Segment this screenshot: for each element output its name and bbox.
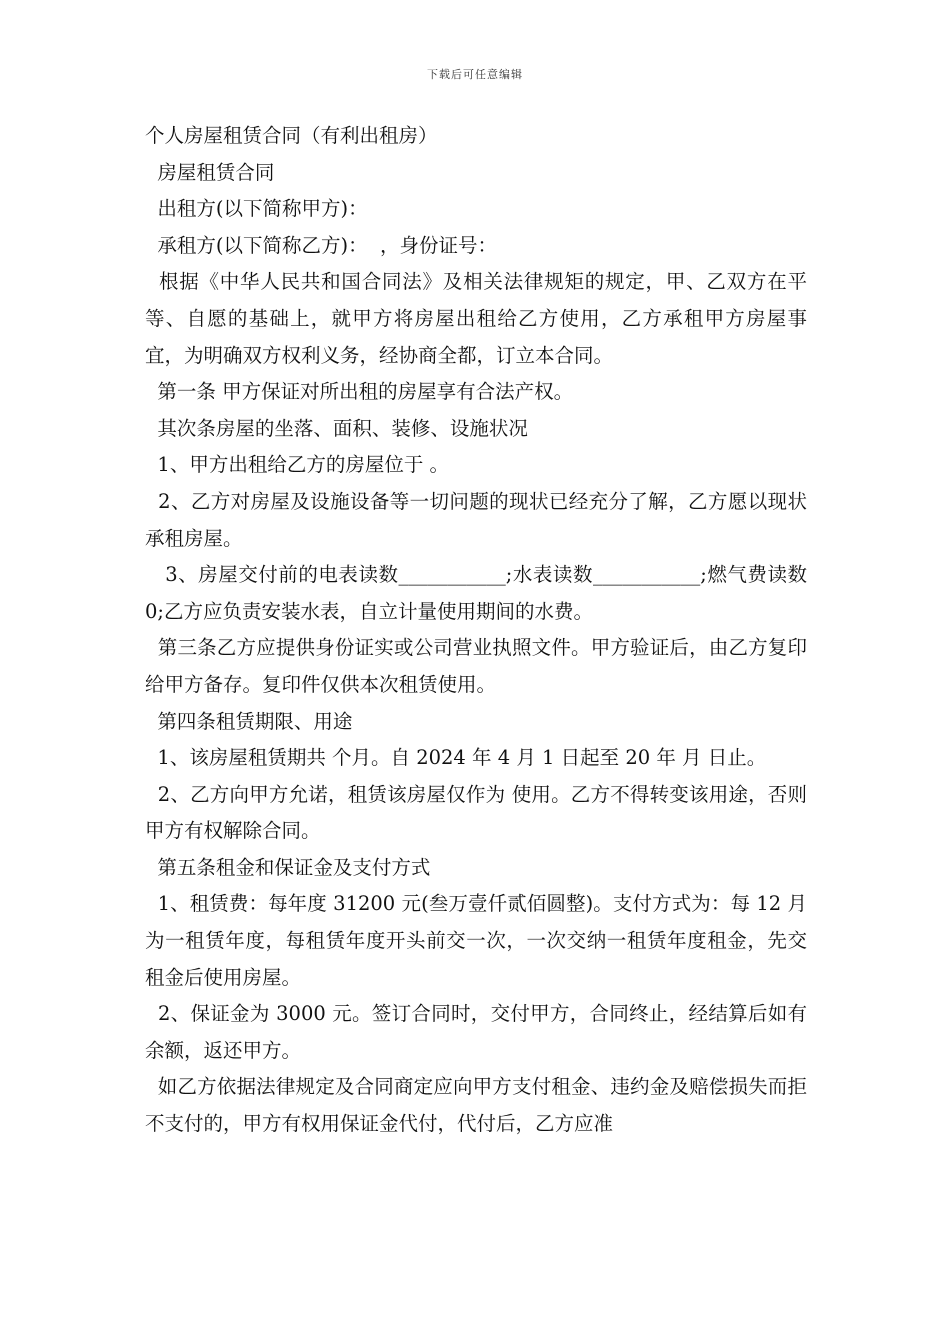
- article-2-heading: 其次条房屋的坐落、面积、装修、设施状况: [145, 416, 528, 440]
- contract-subtitle: 房屋租赁合同: [145, 160, 275, 184]
- document-title: 个人房屋租赁合同（有利出租房）: [145, 124, 438, 147]
- article-3: 第三条乙方应提供身份证实或公司营业执照文件。甲方验证后，由乙方复印给甲方备存。复印件仅供本次租赁使用。: [145, 636, 807, 696]
- article-2-item-2: 2、乙方对房屋及设施设备等一切问题的现状已经充分了解，乙方愿以现状承租房屋。: [145, 489, 807, 550]
- page-header: 下载后可任意编辑: [427, 68, 523, 81]
- article-4-heading: 第四条租赁期限、用途: [145, 709, 353, 733]
- article-5-heading: 第五条租金和保证金及支付方式: [145, 855, 431, 879]
- lessor-line: 出租方(以下简称甲方)：: [145, 197, 368, 221]
- article-5-item-2: 2、保证金为 3000 元。签订合同时，交付甲方，合同终止，经结算后如有余额，返还甲方。: [145, 1002, 807, 1062]
- lessee-line: 承租方(以下简称乙方)： ，身份证号：: [145, 233, 498, 257]
- article-4-item-2: 2、乙方向甲方允诺，租赁该房屋仅作为 使用。乙方不得转变该用途，否则甲方有权解除合同。: [145, 782, 807, 843]
- article-2-item-3: 3、房屋交付前的电表读数___________;水表读数___________;燃气费读数 0;乙方应负责安装水表，自立计量使用期间的水费。: [145, 563, 814, 623]
- article-5-deposit-clause: 如乙方依据法律规定及合同商定应向甲方支付租金、违约金及赔偿损失而拒不支付的，甲方有权用保证金代付，代付后，乙方应准: [145, 1075, 807, 1136]
- document-body: [145, 118, 814, 1143]
- article-4-item-1: 1、该房屋租赁期共 个月。自 2024 年 4 月 1 日起至 20 年 月 日止。: [145, 746, 767, 770]
- article-1: 第一条 甲方保证对所出租的房屋享有合法产权。: [145, 380, 574, 404]
- article-2-item-1: 1、甲方出租给乙方的房屋位于 。: [145, 453, 450, 477]
- preamble-paragraph: 根据《中华人民共和国合同法》及相关法律规矩的规定，甲、乙双方在平等、自愿的基础上，就甲方将房屋出租给乙方使用，乙方承租甲方房屋事宜，为明确双方权利义务，经协商全都，订立本合同。: [145, 270, 807, 367]
- article-5-item-1: 1、租赁费：每年度 31200 元(叁万壹仟贰佰圆整)。支付方式为：每 12 月为一租赁年度，每租赁年度开头前交一次，一次交纳一租赁年度租金，先交租金后使用房屋。: [145, 892, 807, 989]
